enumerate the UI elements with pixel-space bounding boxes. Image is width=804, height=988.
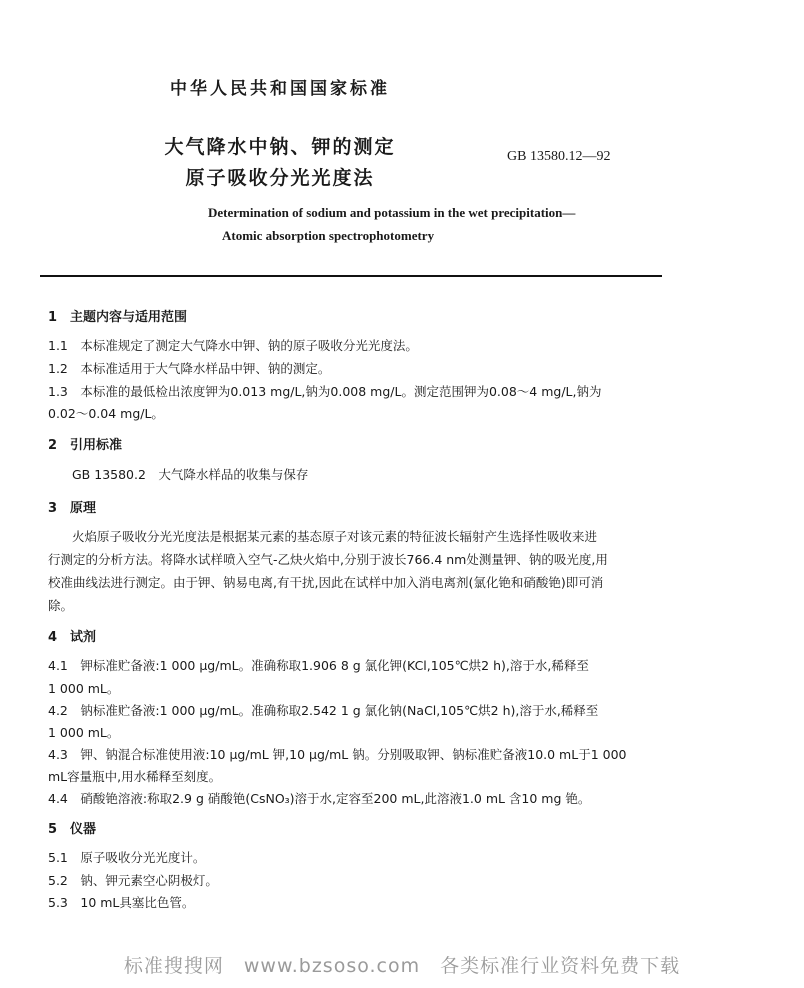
section-5-heading: 5 仪器 — [48, 822, 97, 837]
clause-4-1-line2: 1 000 mL。 — [48, 681, 120, 696]
clause-4-3-line2: mL容量瓶中,用水稀释至刻度。 — [48, 769, 222, 784]
principle-line2: 行测定的分析方法。将降水试样喷入空气-乙炔火焰中,分别于波长766.4 nm处测量钾、钠的吸光度,用 — [48, 552, 608, 567]
section-2-heading: 2 引用标准 — [48, 438, 123, 453]
header-divider — [40, 275, 662, 277]
section-3-heading: 3 原理 — [48, 501, 97, 516]
clause-4-2-line2: 1 000 mL。 — [48, 725, 120, 740]
principle-line3: 校准曲线法进行测定。由于钾、钠易电离,有干扰,因此在试样中加入消电离剂(氯化铯和硝酸铯)即可消 — [48, 575, 604, 590]
document-title-line2: 原子吸收分光光度法 — [185, 167, 375, 189]
clause-4-2-line1: 4.2 钠标准贮备液:1 000 μg/mL。准确称取2.542 1 g 氯化钠(NaCl,105℃烘2 h),溶于水,稀释至 — [48, 703, 599, 718]
clause-5-3: 5.3 10 mL具塞比色管。 — [48, 895, 195, 910]
clause-1-2: 1.2 本标准适用于大气降水样品中钾、钠的测定。 — [48, 361, 331, 376]
standard-code: GB 13580.12—92 — [507, 149, 611, 164]
watermark-text: 标准搜搜网 www.bzsoso.com 各类标准行业资料免费下载 — [123, 955, 681, 977]
clause-5-1: 5.1 原子吸收分光光度计。 — [48, 850, 206, 865]
english-title-line2: Atomic absorption spectrophotometry — [222, 228, 435, 243]
principle-line1: 火焰原子吸收分光光度法是根据某元素的基态原子对该元素的特征波长辐射产生选择性吸收来进 — [72, 529, 598, 544]
clause-4-1-line1: 4.1 钾标准贮备液:1 000 μg/mL。准确称取1.906 8 g 氯化钾(KCl,105℃烘2 h),溶于水,稀释至 — [48, 658, 589, 673]
section-1-heading: 1 主题内容与适用范围 — [48, 310, 188, 325]
clause-1-3-line1: 1.3 本标准的最低检出浓度钾为0.013 mg/L,钠为0.008 mg/L。测定范围钾为0.08～4 mg/L,钠为 — [48, 384, 602, 399]
english-title-line1: Determination of sodium and potassium in the wet precipitation— — [208, 205, 576, 220]
clause-5-2: 5.2 钠、钾元素空心阴极灯。 — [48, 873, 218, 888]
standard-organization: 中华人民共和国国家标准 — [170, 79, 390, 99]
clause-4-4: 4.4 硝酸铯溶液:称取2.9 g 硝酸铯(CsNO₃)溶于水,定容至200 mL,此溶液1.0 mL 含10 mg 铯。 — [48, 791, 591, 806]
clause-1-3-line2: 0.02～0.04 mg/L。 — [48, 406, 164, 421]
clause-4-3-line1: 4.3 钾、钠混合标准使用液:10 μg/mL 钾,10 μg/mL 钠。分别吸取钾、钠标准贮备液10.0 mL于1 000 — [48, 747, 627, 762]
document-title-line1: 大气降水中钠、钾的测定 — [164, 136, 396, 158]
section-4-heading: 4 试剂 — [48, 630, 97, 645]
clause-1-1: 1.1 本标准规定了测定大气降水中钾、钠的原子吸收分光光度法。 — [48, 338, 418, 353]
referenced-standard: GB 13580.2 大气降水样品的收集与保存 — [72, 467, 309, 482]
principle-line4: 除。 — [48, 598, 74, 613]
